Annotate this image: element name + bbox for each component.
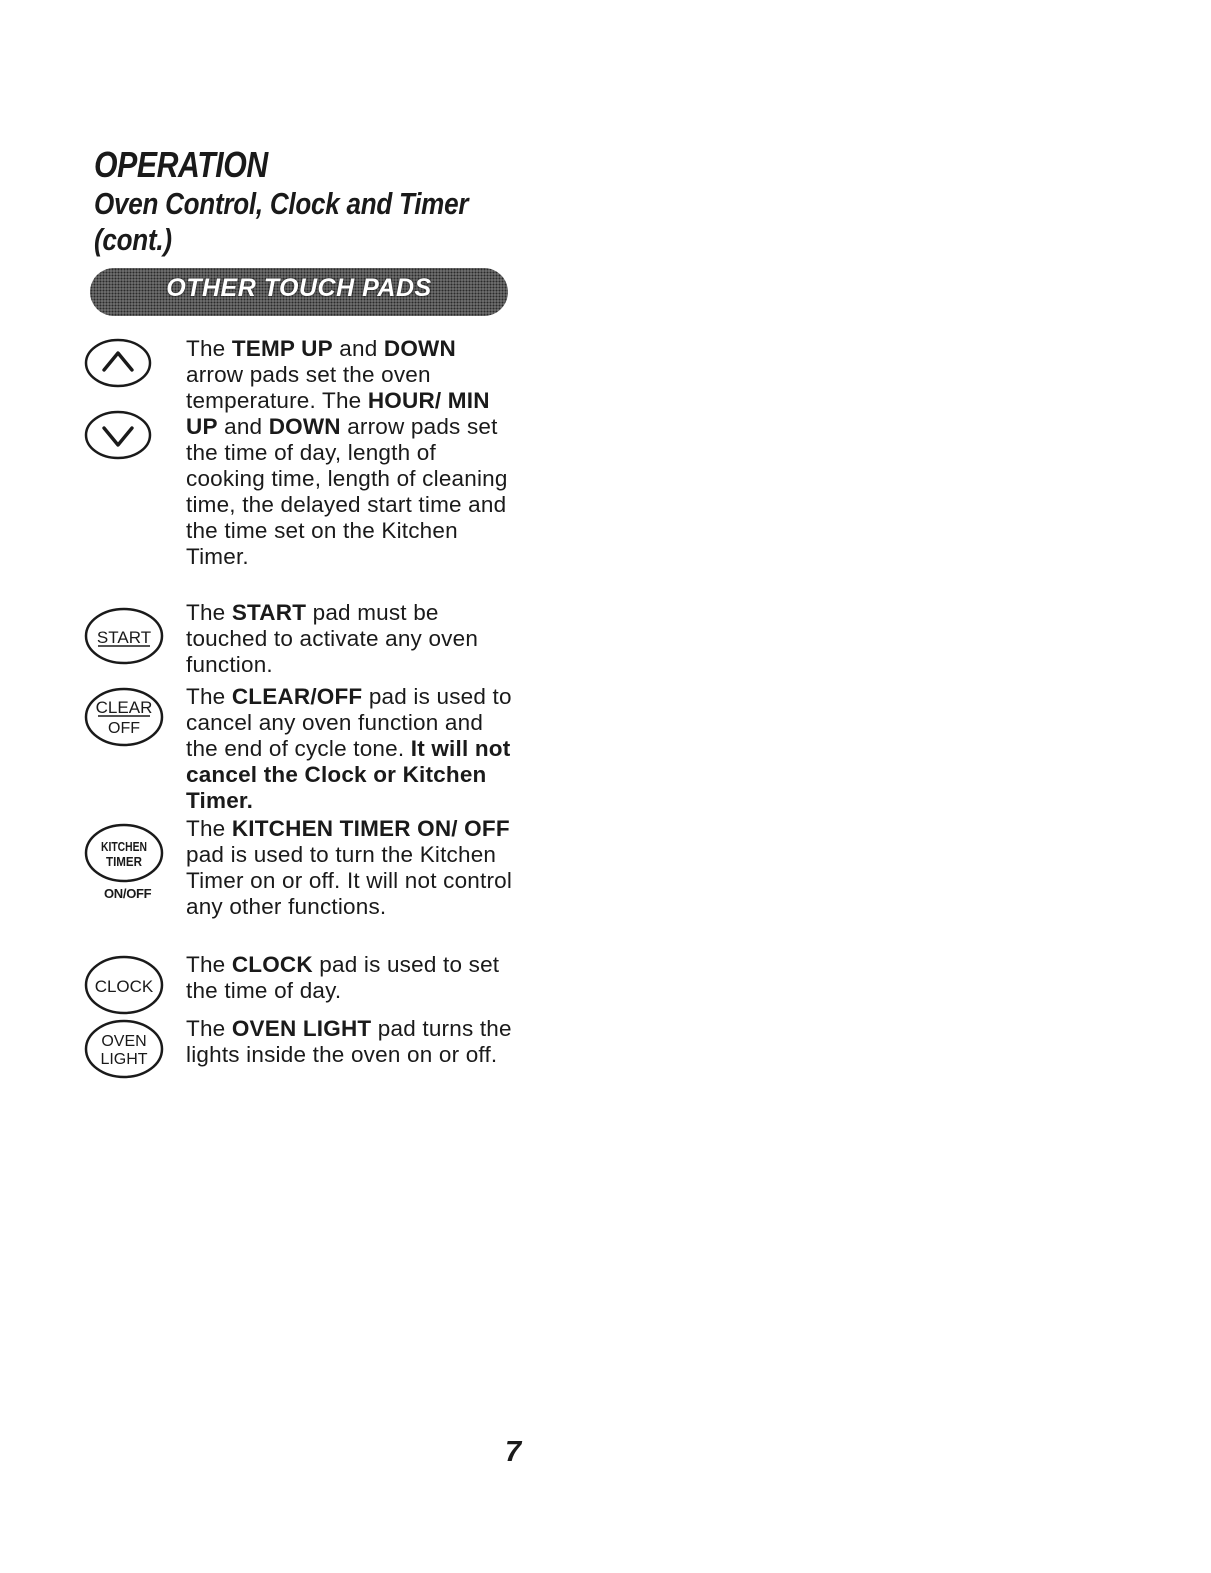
off-pad-label: OFF [108,720,140,737]
timer-pad-label: TIMER [106,854,143,869]
other-touch-pads-banner [90,268,508,316]
clock-pad-description: The CLOCK pad is used to set the time of day. [186,952,500,1003]
arrow-pads-description: The TEMP UP and DOWN arrow pads set the oven temperature. The HOUR/ MIN UP and DOWN arrow pads set the time of day, length of cooking time, length of cleaning time, the delayed start time and the time set on the Kitchen Timer. [186,336,508,569]
kitchen-timer-pad-icon [82,820,172,888]
banner-label: OTHER TOUCH PADS [166,274,432,302]
start-pad-description: The START pad must be touched to activate any oven function. [186,600,479,677]
on-off-caption: ON/OFF [104,886,152,901]
oven-pad-label: OVEN [101,1033,147,1050]
section-subtitle: Oven Control, Clock and Timer (cont.) [94,186,469,257]
clear-off-pad-description: The CLEAR/OFF pad is used to cancel any oven function and the end of cycle tone. It will not cancel the Clock or Kitchen Timer. [186,684,512,813]
start-pad-label: START [96,628,152,647]
down-arrow-pad-icon [82,408,162,462]
clear-pad-label: CLEAR [95,698,153,717]
section-title: OPERATION [94,144,268,185]
light-pad-label: LIGHT [100,1051,148,1068]
kitchen-pad-label: KITCHEN [101,839,147,854]
kitchen-timer-pad-description: The KITCHEN TIMER ON/ OFF pad is used to turn the Kitchen Timer on or off. It will not control any other functions. [186,816,513,919]
oven-light-pad-icon [82,1016,172,1084]
clock-pad-icon [82,952,172,1020]
oven-light-pad-description: The OVEN LIGHT pad turns the lights inside the oven on or off. [186,1016,512,1067]
start-pad-icon [82,604,172,670]
page-number: 7 [505,1436,522,1468]
clear-off-pad-icon [82,684,172,752]
clock-pad-label: CLOCK [94,977,154,996]
up-arrow-pad-icon [82,336,162,390]
